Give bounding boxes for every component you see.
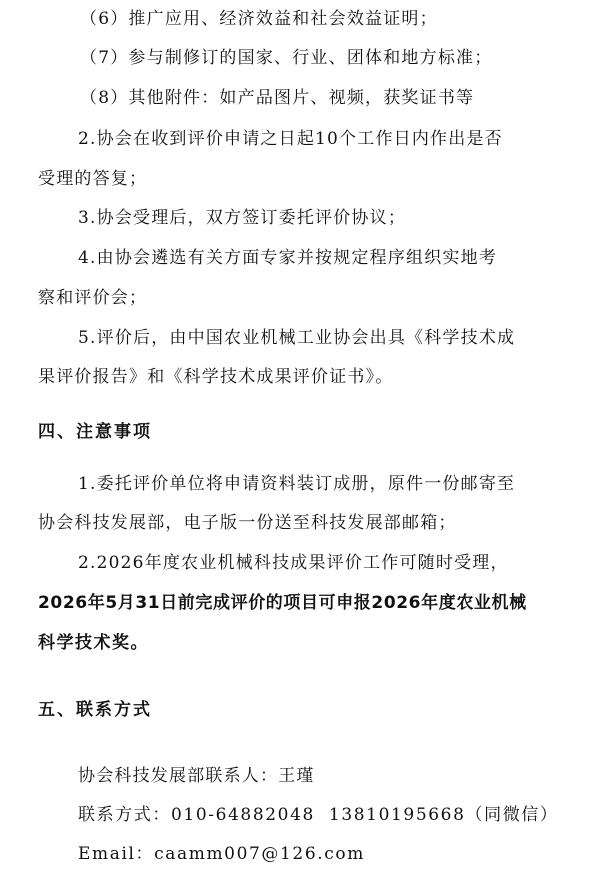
process-step-5-line-1: 5.评价后，由中国农业机械工业协会出具《科学技术成 [78,328,516,348]
note-2-line-3: 科学技术奖。 [38,633,149,653]
note-1-line-1: 1.委托评价单位将申请资料装订成册，原件一份邮寄至 [78,474,516,494]
note-2-line-2: 2026年5月31日前完成评价的项目可申报2026年度农业机械 [38,593,527,613]
contact-email[interactable]: Email：caamm007@126.com [78,844,365,864]
section-5-heading: 五、联系方式 [38,700,152,720]
attachment-item-6: （6）推广应用、经济效益和社会效益证明； [80,9,438,29]
contact-person: 协会科技发展部联系人：王瑾 [78,766,315,786]
note-1-line-2: 协会科技发展部，电子版一份送至科技发展部邮箱； [38,513,457,533]
note-2-line-1: 2.2026年度农业机械科技成果评价工作可随时受理， [78,553,509,573]
process-step-5-line-2: 果评价报告》和《科学技术成果评价证书》。 [38,367,394,387]
process-step-2-line-1: 2.协会在收到评价申请之日起10个工作日内作出是否 [78,129,503,149]
process-step-3: 3.协会受理后，双方签订委托评价协议； [78,208,407,228]
process-step-4-line-2: 察和评价会； [38,288,148,308]
attachment-item-7: （7）参与制修订的国家、行业、团体和地方标准； [80,48,493,68]
section-4-heading: 四、注意事项 [38,422,152,442]
contact-phone: 联系方式：010-64882048 13810195668（同微信） [78,805,559,825]
process-step-2-line-2: 受理的答复； [38,169,148,189]
attachment-item-8: （8）其他附件：如产品图片、视频，获奖证书等 [80,88,475,108]
process-step-4-line-1: 4.由协会遴选有关方面专家并按规定程序组织实地考 [78,248,498,268]
